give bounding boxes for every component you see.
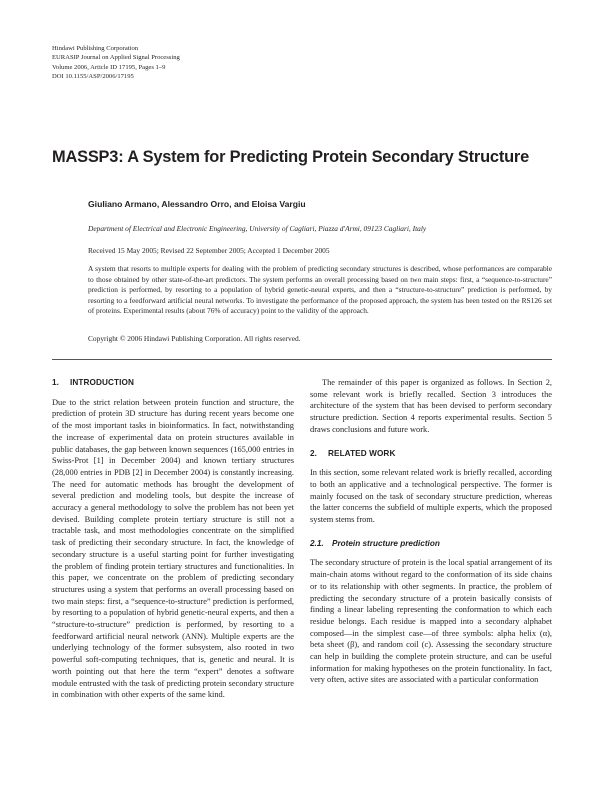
intro-paragraph-1: Due to the strict relation between protein function and structure, the prediction of protein 3D structure has during recent years become one of the most important tasks in bioinformatics. In fact, notwithstanding the increase of experimental data on protein structures available in public databases, the gap between known sequences (165,000 entries in Swiss-Prot [1] in December 2004) and known tertiary structures (28,000 entries in PDB [2] in December 2004) is constantly increasing. The need for automatic methods has brought the development of several prediction and modeling tools, but despite the increase of accuracy a general methodology to solve the problem has not been yet devised. Building complete protein tertiary structure is still not a tractable task, and most methodologies concentrate on the simplified task of predicting their secondary structure. In fact, the knowledge of secondary structure is a useful starting point for further investigating the problem of finding protein tertiary structures and functionalities. In this paper, we concentrate on the problem of predicting secondary structures using a system that performs an overall processing based on two main steps: first, a “sequence-to-structure” prediction is performed, by resorting to a population of hybrid genetic-neural experts, and then a “structure-to-structure” prediction is performed, by resorting to a feedforward artificial neural network (ANN). Multiple experts are the underlying technology of the former subsystem, also rooted in two powerful soft-computing techniques, that is, genetic and neural. It is worth pointing out that here the term “expert” denotes a software module entrusted with the task of predicting protein secondary structure in combination with other experts of the same kind. — [52, 397, 294, 700]
section-heading-introduction — [52, 377, 294, 389]
related-paragraph-1: In this section, some relevant related work is briefly recalled, according to both an applicative and a technological perspective. The former is mainly focused on the task of secondary structure prediction, whereas the latter concerns the subfield of multiple experts, which the proposed system stems from. — [310, 468, 552, 525]
publication-info — [52, 44, 352, 81]
submission-dates: Received 15 May 2005; Revised 22 September 2005; Accepted 1 December 2005 — [88, 246, 330, 255]
subsection-paragraph-1: The secondary structure of protein is the local spatial arrangement of its main-chain atoms without regard to the conformation of its side chains or to its relationship with other segments. In practice, the problem of predicting the secondary structure of a protein basically consists of finding a linear labeling representing the conformation to which each residue belongs. Each residue is mapped into a secondary alphabet composed—in the simplest case—of three symbols: alpha helix (α), beta sheet (β), and random coil (c). Assessing the secondary structure can help in building the complete protein structure, and can be useful information for making hypotheses on the protein functionality. In fact, very often, active sites are associated with a particular conformation — [310, 558, 552, 685]
authors: Giuliano Armano, Alessandro Orro, and Eloisa Vargiu — [88, 199, 306, 209]
section-title: INTRODUCTION — [70, 378, 134, 387]
affiliation: Department of Electrical and Electronic Engineering, University of Cagliari, Piazza d'Armi, 09123 Cagliari, Italy — [88, 224, 427, 233]
publisher-line: Hindawi Publishing Corporation — [52, 45, 139, 52]
section-heading-related-work — [310, 448, 552, 460]
abstract: A system that resorts to multiple experts for dealing with the problem of predicting secondary structures is described, whose performances are comparable to those obtained by other state-of-the-art predictors. The system performs an overall processing based on two main steps: first, a “sequence-to-structure” prediction is performed, by resorting to a population of hybrid genetic-neural experts, and then a “structure-to-structure” prediction is performed, by resorting to a feedforward artificial neural networks. To investigate the performance of the proposed approach, the system has been tested on the RS126 set of proteins. Experimental results (about 76% of accuracy) point to the validity of the approach. — [88, 264, 552, 315]
left-column — [52, 377, 294, 701]
section-number: 2. — [310, 448, 318, 458]
subsection-number: 2.1. — [310, 538, 324, 548]
doi-line: DOI 10.1155/ASP/2006/17195 — [52, 72, 134, 80]
paper-title: MASSP3: A System for Predicting Protein Secondary Structure — [52, 148, 529, 166]
subsection-heading-protein-structure — [310, 538, 552, 550]
section-title: RELATED WORK — [328, 448, 396, 458]
section-divider — [52, 359, 552, 360]
copyright-notice: Copyright © 2006 Hindawi Publishing Corporation. All rights reserved. — [88, 334, 301, 343]
journal-line: EURASIP Journal on Applied Signal Processing — [52, 54, 180, 62]
subsection-title: Protein structure prediction — [332, 538, 440, 548]
volume-line: Volume 2006, Article ID 17195, Pages 1–9 — [52, 63, 166, 71]
section-number: 1. — [52, 378, 60, 387]
intro-paragraph-2: The remainder of this paper is organized as follows. In Section 2, some relevant work is briefly recalled. Section 3 introduces the architecture of the system that has been devised to perform secondary structure prediction. Section 4 reports experimental results. Section 5 draws conclusions and future work. — [310, 378, 552, 434]
right-column — [310, 377, 552, 686]
